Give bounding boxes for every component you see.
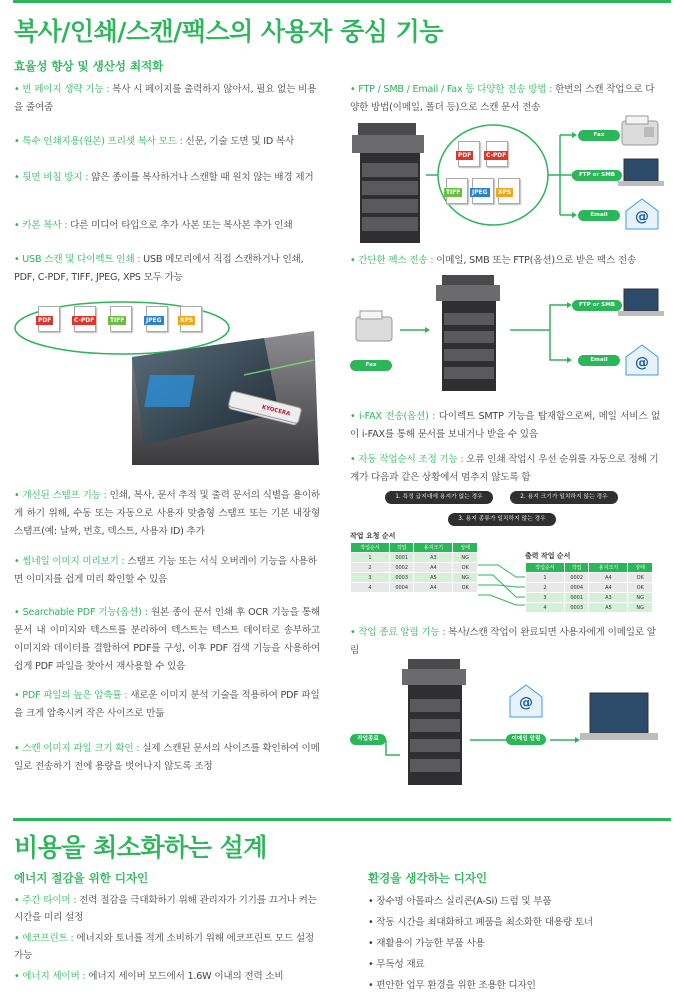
table-cell: NG [628, 593, 653, 603]
table-cell: 2 [526, 583, 565, 593]
job-request-title: 작업 요청 순서 [350, 532, 396, 540]
table-cell: 0001 [564, 593, 589, 603]
ftp-smb-label-2: FTP or SMB [572, 300, 622, 311]
environment-heading: 환경을 생각하는 디자인 [368, 871, 488, 885]
feature-preset-copy: • 특수 인쇄지용(원본) 프리셋 복사 모드 : 신문, 기술 도면 및 ID 복사 [14, 136, 295, 147]
table-header: 상태 [453, 543, 478, 553]
environment-item: • 편안한 업무 환경을 위한 조용한 디자인 [368, 980, 536, 991]
page-title: 복사/인쇄/스캔/팩스의 사용자 중심 기능 [14, 17, 443, 46]
table-cell: 0002 [389, 563, 414, 573]
table-cell: 3 [351, 573, 390, 583]
table-header: 상태 [628, 563, 653, 573]
environment-item: • 무독성 재료 [368, 959, 425, 970]
file-format-icon [498, 178, 520, 204]
feature-ifax: • i-FAX 전송(옵션) : 다이렉트 SMTP 기능을 탑재함으로써, 메일 서비스 없이 i-FAX를 통해 문서를 보내거나 받을 수 있음 [350, 411, 660, 440]
table-cell: A5 [589, 603, 628, 613]
table-header: 작업순서 [351, 543, 390, 553]
feature-searchable-pdf: • Searchable PDF 기능(옵션) : 원본 종이 문서 인쇄 후 OCR 기능을 통해 문서 내 이미지와 텍스트를 분리하여 텍스트는 텍스트 데이터로 송부하고 이미지와 데이터를 결합하여 PDF를 구성, 이후 PDF 검색 기능을 사용하여 쉽게 PDF 파일을 찾아서 재사용할 수 있음 [14, 607, 320, 672]
table-cell: 1 [526, 573, 565, 583]
file-format-icon [486, 141, 508, 167]
table-header: 용지크기 [589, 563, 628, 573]
laptop-icon [618, 159, 664, 186]
usb-illustration [14, 295, 324, 470]
table-cell: A3 [414, 553, 453, 563]
table-cell: OK [628, 573, 653, 583]
email-envelope-icon [626, 199, 658, 229]
energy-heading: 에너지 절감을 위한 디자인 [14, 871, 149, 885]
table-row [526, 603, 653, 613]
table-header: 작업 [564, 563, 589, 573]
fax-machine-icon-2 [356, 311, 392, 341]
file-format-label: PDF [38, 317, 52, 325]
table-row [526, 583, 653, 593]
file-format-label: XPS [498, 189, 512, 197]
file-format-icon [180, 306, 202, 332]
laptop-icon-3 [580, 693, 658, 740]
fax-label-2: Fax [350, 360, 392, 371]
environment-list [368, 891, 668, 996]
fax-machine-icon [622, 116, 658, 145]
file-format-label: C-PDF [74, 317, 95, 325]
table-row [351, 553, 478, 563]
table-cell: 0001 [389, 553, 414, 563]
mfp-printer-1 [352, 123, 424, 243]
feature-usb-scan: • USB 스캔 및 다이렉트 인쇄 : USB 메모리에서 직접 스캔하거나 인쇄, PDF, C-PDF, TIFF, JPEG, XPS 모두 가능 [14, 254, 304, 283]
table-header: 용지크기 [414, 543, 453, 553]
file-format-label: JPEG [472, 189, 488, 197]
file-format-label: TIFF [446, 189, 461, 197]
environment-item: • 장수명 아몰파스 실리콘(A-Si) 드럼 및 부품 [368, 896, 552, 907]
table-cell: A3 [589, 593, 628, 603]
table-cell: 4 [526, 603, 565, 613]
table-cell: 3 [526, 593, 565, 603]
table-cell: 0004 [389, 583, 414, 593]
table-cell: OK [453, 563, 478, 573]
file-format-icon [38, 306, 60, 332]
file-format-icon [74, 306, 96, 332]
section-rule [13, 818, 671, 821]
table-cell: 2 [351, 563, 390, 573]
table-cell: NG [628, 603, 653, 613]
file-format-label: XPS [180, 317, 194, 325]
environment-item: • 재활용이 가능한 부품 사용 [368, 938, 485, 949]
table-cell: 0002 [564, 573, 589, 583]
svg-text:@: @ [635, 355, 649, 371]
feature-fax-forward: • 간단한 팩스 전송 : 이메일, SMB 또는 FTP(옵션)으로 받은 팩스 전송 [350, 255, 637, 266]
reorder-arrows [478, 555, 528, 610]
condition-pill-2: 2. 용지 크기가 일치하지 않는 경우 [510, 491, 618, 504]
feature-pdf-compression: • PDF 파일의 높은 압축률 : 새로운 이미지 분석 기술을 적용하여 PDF 파일을 크게 압축시켜 작은 사이즈로 만듦 [14, 690, 320, 719]
job-done-label: 작업종료 [350, 734, 386, 745]
feature-scan-size-check: • 스캔 이미지 파일 크기 확인 : 실제 스캔된 문서의 사이즈를 확인하여 이메일로 전송하기 전에 용량을 벗어나지 않도록 조정 [14, 743, 320, 772]
file-format-icon [110, 306, 132, 332]
job-request-table [350, 542, 478, 593]
table-cell: A4 [414, 563, 453, 573]
cost-title: 비용을 최소화하는 설계 [14, 833, 267, 862]
file-format-icon [146, 306, 168, 332]
feature-multi-send: • FTP / SMB / Email / Fax 등 다양한 전송 방법 : 한번의 스캔 작업으로 다양한 방법(이메일, 폴더 등)으로 스캔 문서 전송 [350, 84, 655, 113]
table-cell: 0003 [389, 573, 414, 583]
file-format-label: TIFF [110, 317, 125, 325]
job-output-table [525, 562, 653, 613]
table-row [351, 573, 478, 583]
feature-job-end-notice: • 작업 종료 알림 기능 : 복사/스캔 작업이 완료되면 사용자에게 이메일로 알림 [350, 627, 656, 656]
table-cell: NG [453, 553, 478, 563]
energy-item-timer: • 주간 타이머 : 전력 절감을 극대화하기 위해 관리자가 기기를 끄거나 켜는 시간을 미리 설정 [14, 895, 317, 923]
email-notice-label: 이메일 알림 [506, 734, 546, 745]
mfp-printer-2 [436, 275, 500, 391]
email-label: Email [578, 210, 620, 221]
mfp-printer-3 [402, 659, 466, 785]
file-format-icon [446, 178, 468, 204]
laptop-icon-2 [618, 289, 664, 316]
ftp-smb-label: FTP or SMB [572, 170, 622, 181]
table-row [351, 563, 478, 573]
table-row [526, 573, 653, 583]
table-cell: OK [628, 583, 653, 593]
table-cell: OK [453, 583, 478, 593]
feature-thumbnail: • 썸네일 이미지 미리보기 : 스탬프 기능 또는 서식 오버레이 기능을 사용하면 이미지를 쉽게 미리 확인할 수 있음 [14, 556, 317, 585]
file-format-label: PDF [458, 152, 472, 160]
table-cell: 1 [351, 553, 390, 563]
file-format-label: JPEG [146, 317, 162, 325]
table-row [526, 593, 653, 603]
table-cell: A5 [414, 573, 453, 583]
email-envelope-icon-2 [626, 345, 658, 375]
feature-stamp: • 개선된 스탬프 기능 : 인쇄, 복사, 문서 추적 및 출력 문서의 식별을 용이하게 하기 위해, 수동 또는 자동으로 사용자 맞춤형 스탬프 또는 기본 내장형 스탬프(예: 날짜, 번호, 텍스트, 사용자 ID) 추가 [14, 490, 320, 537]
fax-label: Fax [578, 130, 620, 141]
table-cell: 0004 [564, 583, 589, 593]
file-format-label: C-PDF [486, 152, 507, 160]
condition-pill-1: 1. 특정 급지대에 용지가 없는 경우 [385, 491, 493, 504]
table-header: 작업순서 [526, 563, 565, 573]
svg-text:@: @ [519, 695, 533, 711]
feature-auto-job-order: • 자동 작업순서 조정 기능 : 오류 인쇄 작업시 우선 순위를 자동으로 정해 기계가 다음과 같은 상황에서 멈추지 않도록 함 [350, 454, 659, 483]
usb-brand-label: KYOCERA [261, 404, 291, 418]
environment-item: • 작동 시간을 최대화하고 폐품을 최소화한 대용량 토너 [368, 917, 593, 928]
table-cell: NG [453, 573, 478, 583]
feature-bleed-prevention: • 뒷면 비침 방지 : 얇은 종이를 복사하거나 스캔할 때 원치 않는 배경 제거 [14, 172, 314, 183]
job-notice-diagram [350, 655, 670, 795]
table-header: 작업 [389, 543, 414, 553]
table-cell: 0003 [564, 603, 589, 613]
table-row [351, 583, 478, 593]
table-cell: A4 [414, 583, 453, 593]
email-envelope-icon-3 [510, 685, 542, 717]
svg-text:@: @ [635, 209, 649, 225]
fax-forward-diagram [350, 275, 670, 395]
subtitle-efficiency: 효율성 향상 및 생산성 최적화 [14, 59, 164, 73]
table-cell: A4 [589, 583, 628, 593]
table-cell: 4 [351, 583, 390, 593]
feature-blank-page: • 빈 페이지 생략 기능 : 복사 시 페이지를 출력하지 않아서, 필요 없는 비용을 줄여줌 [14, 84, 317, 113]
top-rule [13, 0, 671, 3]
energy-item-ecoprint: • 에코프린트 : 에너지와 토너를 적게 소비하기 위해 에코프린트 모드 설정 가능 [14, 933, 314, 961]
job-output-title: 출력 작업 순서 [525, 552, 571, 560]
file-format-icon [458, 141, 480, 167]
table-cell: A4 [589, 573, 628, 583]
file-format-icon [472, 178, 494, 204]
feature-carbon-copy: • 카본 복사 : 다른 미디어 타입으로 추가 사본 또는 복사본 추가 인쇄 [14, 220, 293, 231]
email-label-2: Email [578, 355, 620, 366]
energy-item-saver: • 에너지 세이버 : 에너지 세이버 모드에서 1.6W 이내의 전력 소비 [14, 971, 284, 982]
condition-pill-3: 3. 용지 종류가 일치하지 않는 경우 [448, 513, 556, 526]
